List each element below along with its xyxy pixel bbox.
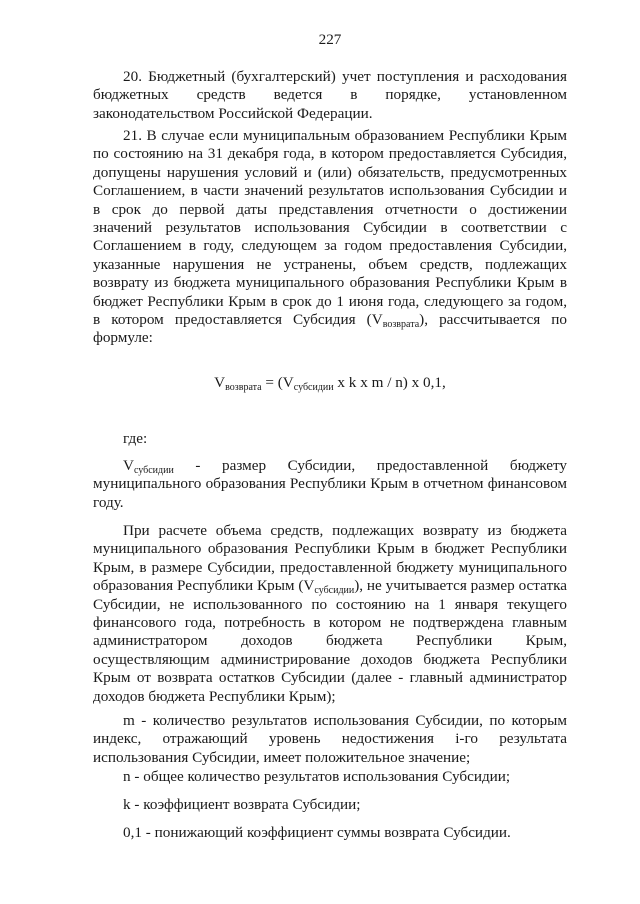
calc-text-a: При расчете объема средств, подлежащих возврату из бюджета муниципального образования Республики Крым в бюджет Республики Крым, в размере Субсидии, предоставленной бюджету муниципального образования Республики Крым (V xyxy=(93,522,567,595)
def-v-symbol: V xyxy=(123,457,134,474)
formula-lhs-subscript: возврата xyxy=(225,382,262,393)
formula xyxy=(93,374,567,392)
formula-eq: = (V xyxy=(261,374,294,391)
page-number: 227 xyxy=(318,31,342,48)
paragraph-calculation xyxy=(93,522,567,706)
formula-rest: x k x m / n) x 0,1, xyxy=(333,374,446,391)
calc-subscript: субсидии xyxy=(314,585,355,597)
def-v-subscript: субсидии xyxy=(133,465,174,476)
definition-m: m - количество результатов использования Субсидии, по которым индекс, отражающий уровень недостижения i-го результата использования Субсидии, имеет положительное значение; xyxy=(93,712,567,766)
calc-text-b: ), не учитывается размер остатка Субсидии, не использованного по состоянию на 1 января текущего финансового года, потребность в котором не подтверждена главным администратором доходов бюджета Республики Крым, осуществляющим администрирование доходов бюджета Республики Крым от возврата остатков Субсидии (далее - главный администратор доходов бюджета Республики Крым); xyxy=(93,577,567,705)
paragraph-21-subscript: возврата xyxy=(382,319,420,331)
paragraph-20: 20. Бюджетный (бухгалтерский) учет поступления и расходования бюджетных средств ведется в порядке, установленном законодательством Российской Федерации. xyxy=(93,68,567,122)
def-v-text: - размер Субсидии, предоставленной бюджету муниципального образования Республики Крым в отчетном финансовом году. xyxy=(93,457,567,511)
formula-lhs: V xyxy=(214,374,226,391)
definition-v-subsidii xyxy=(93,457,567,512)
formula-rhs-subscript: субсидии xyxy=(293,382,334,393)
definition-0-1: 0,1 - понижающий коэффициент суммы возврата Субсидии. xyxy=(123,824,511,841)
definition-k: k - коэффициент возврата Субсидии; xyxy=(123,796,361,813)
paragraph-21-end: ), рассчитывается по формуле: xyxy=(93,311,567,347)
definition-n: n - общее количество результатов использования Субсидии; xyxy=(123,768,511,785)
paragraph-21 xyxy=(93,127,567,348)
paragraph-21-text: 21. В случае если муниципальным образованием Республики Крым по состоянию на 31 декабря года, в котором предоставляется Субсидия, допущены нарушения условий и (или) обязательств, предусмотренных Соглашением, в части значений результатов использования Субсидии и в срок до первой даты представления отчетности о достижении значений результатов использования Субсидии в соответствии с Соглашением в году, следующем за годом предоставления Субсидии, указанные нарушения не устранены, объем средств, подлежащих возврату из бюджета муниципального образования Республики Крым в бюджет Республики Крым в срок до 1 июня года, следующего за годом, в котором предоставляется Субсидия (V xyxy=(93,127,567,329)
where-label: где: xyxy=(123,430,148,447)
